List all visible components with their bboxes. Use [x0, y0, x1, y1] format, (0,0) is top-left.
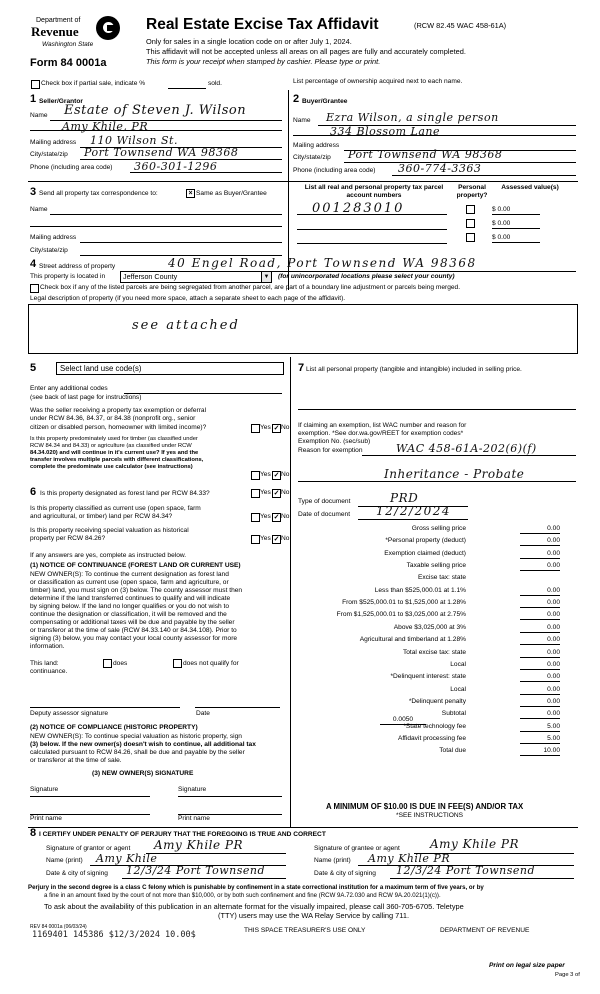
footer-access-1: To ask about the availability of this publication in an alternate format for the visually impaired, please call 360-705-6705. Teletype [44, 902, 464, 911]
tax-line-value[interactable]: 0.00 [520, 661, 560, 670]
tax-line-value[interactable]: 0.00 [520, 587, 560, 596]
tax-line-label: Total excise tax: state [402, 648, 466, 656]
boundary-label: Check box if any of the listed parcels are being segregated from another parcel, are part of a boundary line adjustment or parcels being merged. [40, 284, 461, 291]
s6-q2-line2: and agricultural, or timber) land per RCW 84.34? [30, 513, 173, 520]
s3-name-label: Name [30, 206, 48, 213]
s3-city-label: City/state/zip [30, 247, 68, 254]
s6-q2-yes: Yes [260, 513, 271, 520]
s8-date-city-value-1[interactable]: 12/3/24 Port Townsend [126, 864, 266, 877]
pct-ownership-note: List percentage of ownership acquired next to each name. [293, 78, 463, 85]
s1-title: Seller/Grantor [39, 98, 83, 105]
assessed-value-3[interactable]: $ 0.00 [492, 234, 540, 243]
s6-q1-yes-checkbox[interactable] [251, 489, 260, 498]
s7-exempt-no: Exemption No. (sec/sub) [298, 438, 371, 445]
s5-q2-yes-checkbox[interactable] [251, 471, 260, 480]
s7-title: List all personal property (tangible and intangible) included in selling price. [306, 366, 522, 373]
header-note2: This affidavit will not be accepted unless all areas on all pages are fully and accurately completed. [146, 47, 466, 56]
s7-exempt-l1: exemption. *See dor.wa.gov/REET for exemption codes* [298, 430, 464, 437]
tax-line-value[interactable]: 0.00 [520, 673, 560, 682]
footer-dept: DEPARTMENT OF REVENUE [440, 927, 530, 934]
county-select-value: Jefferson County [123, 272, 178, 281]
header-note3: This form is your receipt when stamped by cashier. Please type or print. [146, 57, 381, 66]
s2-city-value[interactable]: Port Townsend WA 98368 [348, 148, 503, 161]
s6-q3-no-checkbox[interactable]: ✓ [273, 536, 280, 543]
s8-sig-grantee-value[interactable]: Amy Khile PR [430, 837, 520, 851]
s5-see-back: (see back of last page for instructions) [30, 394, 142, 401]
tax-line-label: Above $3,025,000 at 3% [393, 623, 466, 631]
s6-q3-yes: Yes [260, 535, 271, 542]
tax-line-label: Affidavit processing fee [397, 734, 466, 742]
s6-n3-title: (3) NEW OWNER(S) SIGNATURE [92, 770, 194, 777]
tax-line-value[interactable]: 0.00 [520, 562, 560, 571]
s2-name-value[interactable]: Ezra Wilson, a single person [326, 111, 499, 124]
s7-exempt-l0: If claiming an exemption, list WAC number and reason for [298, 422, 467, 429]
s6-any-yes: If any answers are yes, complete as instructed below. [30, 552, 187, 559]
tax-line-value[interactable]: 0.00 [520, 698, 560, 707]
s8-name-print-value-2[interactable]: Amy Khile PR [368, 852, 451, 865]
s8-sig-grantor-label: Signature of grantor or agent [46, 845, 131, 852]
s3-number: 3 [30, 186, 37, 198]
s8-sig-grantee-label: Signature of grantee or agent [314, 845, 400, 852]
s1-phone-label: Phone (including area code) [30, 164, 113, 171]
s7-date-label: Date of document [298, 511, 351, 518]
s2-phone-label: Phone (including area code) [293, 167, 376, 174]
assessed-value-2[interactable]: $ 0.00 [492, 220, 540, 229]
s2-number: 2 [293, 93, 300, 105]
tax-line-label: Local [450, 660, 466, 668]
personal-checkbox-1[interactable] [466, 205, 475, 214]
s8-date-city-label-2: Date & city of signing [314, 870, 376, 877]
s1-city-label: City/state/zip [30, 151, 68, 158]
tax-line-value[interactable]: 0.00 [520, 624, 560, 633]
wa-seal-icon [96, 16, 120, 40]
parcel-header: List all real and personal property tax parcel account numbers [304, 184, 444, 199]
footer-rev: REV 84 0001a (06/03/24) [30, 924, 87, 930]
s6-n2-title: (2) NOTICE OF COMPLIANCE (HISTORIC PROPERTY) [30, 724, 198, 731]
footer-legal: Print on legal size paper [489, 962, 565, 969]
s7-number: 7 [298, 362, 305, 374]
s6-print-name-2: Print name [178, 815, 210, 822]
tax-line-label: Local [450, 685, 466, 693]
s6-n1-l6: compensating or additional taxes will be due and payable by the seller [30, 619, 235, 626]
s6-q3-no: No [281, 535, 290, 542]
s6-n2-l0: NEW OWNER(S): To continue special valuation as historic property, sign [30, 733, 242, 740]
s1-name-label: Name [30, 112, 48, 119]
s6-n1-l8: signing (3) below, you may contact your local county assessor for more [30, 635, 238, 642]
s7-reason-value[interactable]: WAC 458-61A-202(6)(f) [396, 442, 537, 455]
s6-n1-l3: determine if the land transferred continues to qualify and will indicate [30, 595, 231, 602]
s6-q2-no: No [281, 513, 290, 520]
legal-label: Legal description of property (if you need more space, attach a separate sheet to each page of the affidavit). [30, 295, 346, 302]
s2-phone-value[interactable]: 360-774-3363 [398, 162, 482, 175]
s8-name-print-label-1: Name (print) [46, 857, 83, 864]
s8-name-print-label-2: Name (print) [314, 857, 351, 864]
dept-line3: Washington State [42, 41, 94, 48]
s6-q2-no-checkbox[interactable]: ✓ [273, 514, 280, 521]
footer-access-2: (TTY) users may use the WA Relay Service by calling 711. [218, 911, 409, 920]
s6-does-not: does not qualify for [183, 660, 239, 667]
s6-q3-yes-checkbox[interactable] [251, 535, 260, 544]
tax-line-value[interactable]: 0.00 [520, 686, 560, 695]
s6-signature-1: Signature [30, 786, 59, 793]
s1-number: 1 [30, 93, 37, 105]
s5-q1-line1: Was the seller receiving a property tax exemption or deferral [30, 407, 207, 414]
s1-name-value2[interactable]: Amy Khile, PR [62, 120, 149, 133]
legal-value: see attached [132, 318, 240, 333]
s1-mail-label: Mailing address [30, 139, 77, 146]
s2-city-label: City/state/zip [293, 154, 331, 161]
chevron-down-icon[interactable]: ▼ [261, 272, 271, 282]
s6-n2-l3: or transferor at the time of sale. [30, 757, 122, 764]
s6-q1-no: No [281, 489, 290, 496]
tax-line-label: From $525,000.01 to $1,525,000 at 1.28% [342, 599, 466, 607]
s6-n1-l1: or classification as current use (open space, farm and agriculture, or [30, 579, 229, 586]
tax-line-value[interactable]: 5.00 [520, 735, 560, 744]
tax-line-value[interactable]: 10.00 [520, 747, 560, 756]
s2-name-value2[interactable]: 334 Blossom Lane [330, 125, 441, 138]
s6-print-name-1: Print name [30, 815, 62, 822]
s6-n1-l4: by signing below. If the land no longer qualifies or you do not wish to [30, 603, 230, 610]
personal-checkbox-3[interactable] [466, 233, 475, 242]
s2-title: Buyer/Grantee [302, 98, 348, 105]
s5-q1-line2: under RCW 84.36, 84.37, or 84.38 (nonprofit org., senior [30, 415, 196, 422]
s5-q2-line2: RCW 84.34 and 84.33) or agriculture (as classified under RCW [30, 443, 192, 449]
tax-line-label: Taxable selling price [406, 562, 466, 570]
s8-title: I CERTIFY UNDER PENALTY OF PERJURY THAT THE FOREGOING IS TRUE AND CORRECT [39, 831, 326, 838]
tax-line-label: Less than $525,000.01 at 1.1% [374, 586, 466, 594]
s6-n1-l0: NEW OWNER(S): To continue the current designation as forest land [30, 571, 229, 578]
s7-type-label: Type of document [298, 498, 351, 505]
s5-q2-no-checkbox[interactable]: ✓ [273, 472, 280, 479]
tax-line-label: *State technology fee [403, 722, 466, 730]
tax-line-value[interactable]: 0.00 [520, 710, 560, 719]
s5-q1-no: No [281, 424, 290, 431]
partial-sale-checkbox[interactable] [31, 80, 40, 89]
parcel-value[interactable]: 001283010 [312, 201, 405, 216]
s8-sig-grantor-value[interactable]: Amy Khile PR [154, 838, 244, 852]
s5-q1-yes: Yes [260, 424, 271, 431]
land-use-select-label: Select land use code(s) [60, 364, 142, 373]
s7-minimum: A MINIMUM OF $10.00 IS DUE IN FEE(S) AND/OR TAX [326, 802, 524, 811]
s5-q2-no: No [281, 471, 290, 478]
s5-q2-line5: complete the predominate use calculator (see instructions) [30, 464, 193, 470]
dept-line1: Department of [36, 17, 81, 24]
boundary-checkbox[interactable] [30, 284, 39, 293]
tax-line-value[interactable]: 5.00 [520, 723, 560, 732]
s6-n1-l2: timber) land, you must sign on (3) below. The county assessor must then [30, 587, 243, 594]
s6-q2-yes-checkbox[interactable] [251, 513, 260, 522]
s6-n1-l5: continue the designation or classification, it will be removed and the [30, 611, 227, 618]
tax-line-value[interactable]: 0.00 [520, 649, 560, 658]
s4-street-label: Street address of property [39, 263, 116, 270]
s6-n1-title: (1) NOTICE OF CONTINUANCE (FOREST LAND OR CURRENT USE) [30, 562, 241, 569]
s3-mail-label: Mailing address [30, 234, 77, 241]
s3-same-checkbox[interactable]: × [186, 189, 195, 198]
tax-line-value[interactable]: 0.00 [520, 537, 560, 546]
s6-q3-line1: Is this property receiving special valuation as historical [30, 527, 189, 534]
s7-type-value[interactable]: PRD [390, 491, 419, 505]
s5-enter-codes: Enter any additional codes [30, 385, 108, 392]
tax-line-value[interactable]: 0.00 [520, 599, 560, 608]
s5-q2-line3: 84.34.020) and will continue in it's current use? If yes and the [30, 450, 199, 456]
s6-does-not-checkbox[interactable] [173, 659, 182, 668]
land-use-select[interactable] [56, 362, 284, 375]
s7-date-value[interactable]: 12/2/2024 [376, 504, 452, 518]
s5-q2-line4: transfer involves multiple parcels with different classifications, [30, 457, 204, 463]
s3-same-label: Same as Buyer/Grantee [196, 190, 267, 197]
s5-q1-line3: citizen or disabled person, homeowner with limited income)? [30, 424, 207, 431]
s2-mail-label: Mailing address [293, 142, 340, 149]
tax-line-label: Exemption claimed (deduct) [384, 549, 466, 557]
s6-date: Date [196, 710, 210, 717]
personal-header: Personal property? [456, 184, 488, 199]
s5-q2-line1: Is this property predominately used for timber (as classified under [30, 436, 198, 442]
s7-reason-value2[interactable]: Inheritance - Probate [384, 467, 525, 481]
personal-checkbox-2[interactable] [466, 219, 475, 228]
tax-line-label: Gross selling price [411, 525, 466, 532]
county-select[interactable] [120, 271, 272, 283]
s6-n2-l2: calculated pursuant to RCW 84.26, shall be due and payable by the seller [30, 749, 245, 756]
partial-sale-label: Check box if partial sale, indicate % [41, 80, 146, 87]
partial-sale-sold: sold. [208, 80, 222, 87]
s8-date-city-value-2[interactable]: 12/3/24 Port Townsend [396, 864, 536, 877]
s4-number: 4 [30, 258, 37, 270]
s6-q1-no-checkbox[interactable]: ✓ [273, 490, 280, 497]
form-citation: (RCW 82.45 WAC 458-61A) [414, 21, 507, 30]
tax-line-value[interactable]: 0.00 [520, 550, 560, 559]
s6-continuance: continuance. [30, 668, 68, 675]
s6-q2-line1: Is this property classified as current use (open space, farm [30, 505, 201, 512]
tax-line-label: Agricultural and timberland at 1.28% [359, 636, 466, 644]
s6-n2-l1: (3) below. If the new owner(s) doesn't wish to continue, all additional tax [30, 741, 256, 748]
footer-perjury-1: Perjury in the second degree is a class C felony which is punishable by confinement in a state correctional institution for a maximum term of five years, or by [28, 884, 484, 891]
footer-page: Page 3 of [555, 972, 580, 978]
s6-number: 6 [30, 486, 37, 498]
s6-does: does [113, 660, 128, 667]
s5-q1-no-checkbox[interactable]: ✓ [273, 425, 280, 432]
s6-q3-line2: property per RCW 84.26? [30, 535, 106, 542]
header-note1: Only for sales in a single location code on or after July 1, 2024. [146, 37, 352, 46]
s2-name-label: Name [293, 117, 311, 124]
form-title: Real Estate Excise Tax Affidavit [146, 16, 379, 33]
s6-n1-l9: information. [30, 643, 65, 650]
local-rate[interactable]: 0.0050 [380, 716, 426, 725]
tax-line-label: Total due [439, 747, 466, 755]
s6-n1-l7: or transferor at the time of sale (RCW 84.33.140 or 84.34.108). Prior to [30, 627, 237, 634]
s5-q2-yes: Yes [260, 471, 271, 478]
tax-line-label: *Personal property (deduct) [385, 537, 466, 545]
s6-this-land: This land: [30, 660, 59, 667]
tax-line-value[interactable]: 0.00 [520, 611, 560, 620]
s6-q1: Is this property designated as forest land per RCW 84.33? [40, 490, 210, 497]
assessed-value-1[interactable]: $ 0.00 [492, 206, 540, 215]
s3-title: Send all property tax correspondence to: [39, 190, 158, 197]
s5-q1-yes-checkbox[interactable] [251, 424, 260, 433]
s1-name-value[interactable]: Estate of Steven J. Wilson [64, 103, 247, 118]
tax-line-label: Excise tax: state [417, 574, 466, 582]
tax-line-value[interactable]: 0.00 [520, 525, 560, 534]
s8-date-city-label-1: Date & city of signing [46, 870, 108, 877]
s8-number: 8 [30, 827, 37, 839]
s5-number: 5 [30, 362, 37, 374]
unincorp-note: (for unincorporated locations please select your county) [278, 273, 455, 280]
tax-line-label: Subtotal [441, 710, 466, 718]
tax-line-value[interactable]: 0.00 [520, 636, 560, 645]
dor-logo [28, 14, 128, 54]
assessed-header: Assessed value(s) [501, 184, 559, 191]
s1-mail-value[interactable]: 110 Wilson St. [90, 134, 178, 147]
s4-street-value[interactable]: 40 Engel Road, Port Townsend WA 98368 [168, 256, 477, 270]
s6-q1-yes: Yes [260, 489, 271, 496]
s6-deputy: Deputy assessor signature [30, 710, 109, 717]
form-number: Form 84 0001a [30, 57, 107, 69]
s6-signature-2: Signature [178, 786, 207, 793]
s4-located-label: This property is located in [30, 273, 106, 280]
tax-line-label: *Delinquent penalty [408, 697, 466, 705]
s8-name-print-value-1[interactable]: Amy Khile [96, 852, 158, 865]
tax-line-label: From $1,525,000.01 to $3,025,000 at 2.75% [336, 611, 466, 619]
legal-description-box[interactable] [28, 304, 578, 354]
cashier-stamp: 1169401 145386 $12/3/2024 10.00$ [32, 930, 196, 940]
s1-phone-value[interactable]: 360-301-1296 [134, 160, 218, 173]
footer-treasurer: THIS SPACE TREASURER'S USE ONLY [244, 927, 366, 934]
s6-does-checkbox[interactable] [103, 659, 112, 668]
s7-see-instr: *SEE INSTRUCTIONS [396, 812, 464, 819]
s1-city-value[interactable]: Port Townsend WA 98368 [84, 146, 239, 159]
dept-line2: Revenue [31, 24, 79, 39]
footer-perjury-2: a fine in an amount fixed by the court of not more than $10,000, or by both such confinement and fine (RCW 9A.72.030 and RCW 9A.20.021(1)(c)). [44, 892, 441, 899]
tax-line-label: *Delinquent interest: state [390, 673, 466, 681]
s7-reason-label: Reason for exemption [298, 447, 363, 454]
